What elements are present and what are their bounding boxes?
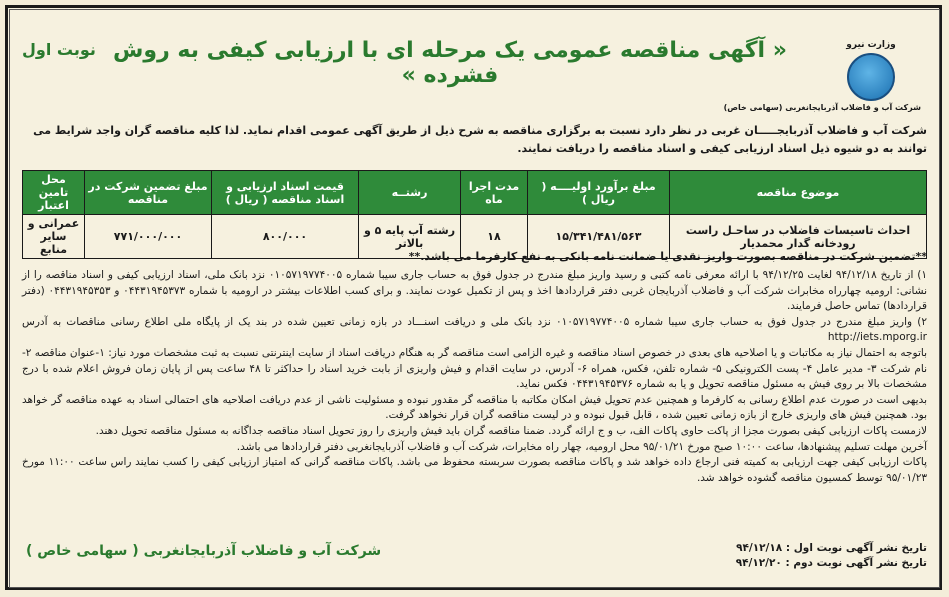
logo-company-label: شرکت آب و فاضلاب آذربایجانغربی (سهامی خاص) [723,103,921,112]
paragraph-7: پاکات ارزیابی کیفی جهت ارزیابی به کمیته فنی ارجاع داده خواهد شد و پاکات مناقصه بصورت سربسته محفوظ می باشد. پاکات مناقصه گرانی که امتیاز ارزیابی کیفی را کسب نمایند راس ساعت ۱۱:۰۰ مورخ ۹۵/۰۱/۲۳ توسط کمسیون مناقصه گشوده خواهد شد. [22,456,927,484]
paragraph-6: آخرین مهلت تسلیم پیشنهادها، ساعت ۱۰:۰۰ صبح مورخ ۹۵/۰۱/۲۱ محل ارومیه، چهار راه مخابرات، شرکت آب و فاضلاب آذربایجانغربی دفتر قراردادها می باشد. [236,440,927,453]
col-funding: محل تامین اعتبار [23,171,85,215]
paragraph-5: لازمست پاکات ارزیابی کیفی بصورت مجزا از پاکت حاوی پاکات الف، ب و ج ارائه گردد. ضمنا مناقصه گران باید فیش واریزی را روز تحویل اسناد مناقصه جداگانه به مسئول مناقصه تحویل دهند. [95,424,927,437]
cell-duration: ۱۸ [461,215,528,259]
page-title: « آگهی مناقصه عمومی یک مرحله ای با ارزیابی کیفی به روش فشرده » [113,38,787,88]
col-estimate: مبلغ برآورد اولیــــه ( ریال ) [528,171,670,215]
col-field: رشتــه [359,171,461,215]
publish-dates [330,541,927,571]
col-duration: مدت اجرا ماه [461,171,528,215]
paragraph-3: باتوجه به احتمال نیاز به مکاتبات و یا اصلاحیه های بعدی در خصوص اسناد مناقصه و غیره الزامی است مناقصه گر به هنگام دریافت اسناد از سایت اینترنتی نسبت به ثبت مشخصات مورد نیاز: ۱-عنوان مناقصه ۲- نام شرکت ۳- مدیر عامل ۴- پست الکترونیکی ۵- شماره تلفن، فکس، همراه ۶- آدرس، در سایت اقدام و فیش واریزی از بابت خرید اسناد را حداکثر تا ۴۸ ساعت پس از پایان زمان فروش اعلام شده با درج مشخصات بالا بر روی فیش به مسئول مناقصه تحویل و یا به شماره ۰۴۴۳۱۹۴۵۳۷۶ فکس نماید. [22,346,928,391]
paragraph-1: ۱) از تاریخ ۹۴/۱۲/۱۸ لغایت ۹۴/۱۲/۲۵ با ارائه معرفی نامه کتبی و رسید واریز مبلغ مندرج در جدول فوق به حساب جاری سیبا شماره ۰۱۰۵۷۱۹۷۷۴۰۰۵ نزد بانک ملی، اسناد ارزیابی کیفی و اسناد مناقصه را از نشانی: ارومیه چهارراه مخابرات شرکت آب و فاضلاب آذربایجان غربی دفتر قراردادها اخذ و پس از تکمیل عودت نمایند. و برای کسب اطلاعات بیشتر در ارومیه با شماره ۰۴۴۳۱۹۴۵۳۷۳ و ۰۴۴۳۱۹۴۵۳۵۳ (دفتر قراردادها) تماس حاصل فرمایند. [22,269,928,313]
intro-paragraph: شرکت آب و فاضلاب آذربایجـــــان غربی در نظر دارد نسبت به برگزاری مناقصه به شرح ذیل از طریق آگهی عمومی اقدام نماید. لذا کلیه مناقصه گران واجد شرایط می توانند به دو شیوه ذیل اسناد ارزیابی کیفی و اسناد مناقصه را دریافت نمایند. [33,124,927,155]
conditions-text [22,268,927,486]
company-logo [723,40,921,112]
publish-date-second: تاریخ نشر آگهی نوبت دوم : ۹۴/۱۲/۲۰ [735,557,927,569]
water-drop-icon [847,53,895,101]
cell-estimate: ۱۵/۳۴۱/۴۸۱/۵۶۳ [528,215,670,259]
paragraph-4: بدیهی است در صورت عدم اطلاع رسانی به کارفرما و همچنین عدم تحویل فیش امکان مکاتبه با مناقصه گر مقدور نبوده و مسئولیت ناشی از عدم دریافت اصلاحیه های احتمالی اسناد به عهده مناقصه گر خواهد بود. همچنین فیش های واریزی خارج از بازه زمانی تعیین شده ، قابل قبول نبوده و در لیست مناقصه گران قرار نخواهد گرفت. [22,393,927,422]
publish-date-first: تاریخ نشر آگهی نوبت اول : ۹۴/۱۲/۱۸ [736,542,927,554]
guarantee-note: **تضمین شرکت در مناقصه بصورت واریز نقدی یا ضمانت نامه بانکی به نفع کارفرما می باشد.** [408,250,927,263]
paragraph-2: ۲) واریز مبلغ مندرج در جدول فوق به حساب جاری سیبا شماره ۰۱۰۵۷۱۹۷۷۴۰۰۵ نزد بانک ملی و دریافت اسنـــاد در بازه زمانی تعیین شده در بند یک از پایگاه ملی اطلاع رسانی مناقصات به آدرس http://iets.mporg.ir [22,315,927,344]
cell-guarantee: ۷۷۱/۰۰۰/۰۰۰ [85,215,212,259]
footer-company-name: شرکت آب و فاضلاب آذربایجانغربی ( سهامی خاص ) [26,543,382,559]
round-badge: نوبت اول [22,40,96,59]
cell-funding: عمرانی و سایر منابع [23,215,85,259]
col-document-price: قیمت اسناد ارزیابی و اسناد مناقصه ( ریال ) [212,171,359,215]
tender-table [22,170,927,259]
cell-field: رشته آب پایه ۵ و بالاتر [359,215,461,259]
table-header-row [23,171,927,215]
cell-subject: احداث تاسیسات فاضلاب در ساحـل راست رودخانه گدار محمدیار [670,215,927,259]
col-guarantee: مبلغ تضمین شرکت در مناقصه [85,171,212,215]
cell-document-price: ۸۰۰/۰۰۰ [212,215,359,259]
logo-ministry-label: وزارت نیرو [846,40,896,50]
col-subject: موضوع مناقصه [670,171,927,215]
